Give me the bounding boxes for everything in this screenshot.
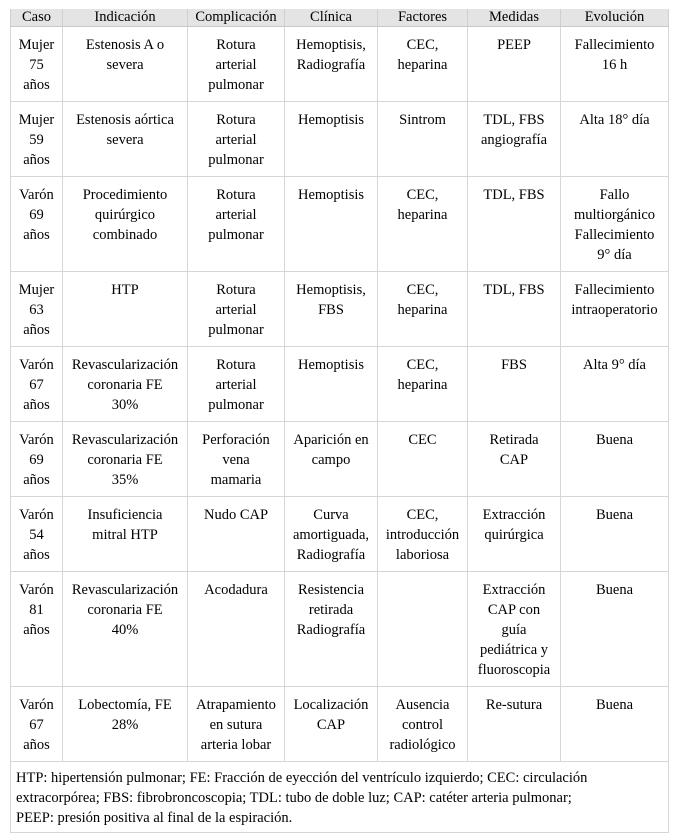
caso-line: años — [23, 737, 50, 753]
table-row — [11, 102, 669, 177]
medidas-line: Re-sutura — [485, 697, 543, 713]
indicacion-line: mitral HTP — [92, 527, 158, 543]
indicacion-line: quirúrgico — [94, 207, 156, 223]
medidas-line: pediátrica y — [479, 642, 549, 658]
complications-table — [10, 9, 669, 833]
cell-complicacion — [188, 497, 285, 572]
medidas-line: Extracción — [482, 507, 546, 523]
cell-caso — [11, 177, 63, 272]
evolucion-line: Fallecimiento — [574, 37, 655, 53]
clinica-line: Resistencia — [297, 582, 365, 598]
cell-factores — [378, 422, 468, 497]
caso-line: 75 — [29, 57, 44, 73]
medidas-line: Retirada — [489, 432, 539, 448]
evolucion-line: Fallo — [599, 187, 630, 203]
table-row — [11, 497, 669, 572]
cell-indicacion — [63, 687, 188, 762]
header-indicacion: Indicación — [63, 9, 188, 27]
indicacion-line: coronaria FE — [87, 377, 163, 393]
footnote-line: extracorpórea; FBS: fibrobroncoscopia; TDL: tubo de doble luz; CAP: catéter arteria pulmonar; — [16, 790, 572, 806]
cell-complicacion — [188, 687, 285, 762]
header-evolucion: Evolución — [561, 9, 669, 27]
caso-line: Varón — [19, 697, 54, 713]
cell-evolucion — [561, 422, 669, 497]
complicacion-line: pulmonar — [208, 77, 264, 93]
cell-clinica — [285, 27, 378, 102]
medidas-line: FBS — [501, 357, 527, 373]
medidas-line: TDL, FBS — [483, 282, 545, 298]
table-row — [11, 272, 669, 347]
cell-medidas — [468, 102, 561, 177]
clinica-line: Hemoptisis, — [296, 282, 366, 298]
clinica-line: FBS — [318, 302, 344, 318]
complicacion-line: arterial — [215, 57, 257, 73]
factores-line: CEC, — [406, 37, 439, 53]
cell-evolucion — [561, 497, 669, 572]
header-medidas: Medidas — [468, 9, 561, 27]
table-row — [11, 687, 669, 762]
header-factores: Factores — [378, 9, 468, 27]
cell-factores — [378, 272, 468, 347]
medidas-line: angiografía — [480, 132, 548, 148]
cell-medidas — [468, 422, 561, 497]
table-row — [11, 27, 669, 102]
caso-line: 81 — [29, 602, 44, 618]
cell-indicacion — [63, 272, 188, 347]
clinica-line: Radiografía — [296, 57, 366, 73]
cell-indicacion — [63, 572, 188, 687]
factores-line: radiológico — [389, 737, 456, 753]
complicacion-line: en sutura — [209, 717, 263, 733]
clinica-line: Hemoptisis — [297, 187, 365, 203]
indicacion-line: severa — [106, 57, 144, 73]
complicacion-line: vena — [222, 452, 250, 468]
cell-complicacion — [188, 272, 285, 347]
footnote — [11, 762, 669, 833]
cell-factores — [378, 347, 468, 422]
complicacion-line: arterial — [215, 132, 257, 148]
header-clinica: Clínica — [285, 9, 378, 27]
caso-line: años — [23, 227, 50, 243]
cell-factores — [378, 687, 468, 762]
complicacion-line: Acodadura — [204, 582, 268, 598]
complicacion-line: arterial — [215, 377, 257, 393]
cell-factores — [378, 177, 468, 272]
cell-caso — [11, 687, 63, 762]
table-row — [11, 347, 669, 422]
factores-line: heparina — [397, 377, 448, 393]
cell-factores — [378, 102, 468, 177]
factores-line: CEC, — [406, 282, 439, 298]
complicacion-line: Rotura — [216, 112, 256, 128]
complicacion-line: arterial — [215, 207, 257, 223]
cell-complicacion — [188, 102, 285, 177]
clinica-line: CAP — [316, 717, 346, 733]
factores-line: CEC, — [406, 357, 439, 373]
indicacion-line: 28% — [111, 717, 139, 733]
cell-caso — [11, 347, 63, 422]
cell-clinica — [285, 177, 378, 272]
factores-line: control — [401, 717, 444, 733]
indicacion-line: Revascularización — [71, 432, 179, 448]
medidas-line: fluoroscopia — [477, 662, 551, 678]
table-row — [11, 572, 669, 687]
caso-line: Varón — [19, 507, 54, 523]
cell-medidas — [468, 177, 561, 272]
clinica-line: Hemoptisis, — [296, 37, 366, 53]
cell-evolucion — [561, 27, 669, 102]
cell-clinica — [285, 422, 378, 497]
evolucion-line: Alta 18° día — [579, 112, 650, 128]
factores-line: heparina — [397, 57, 448, 73]
caso-line: 54 — [29, 527, 44, 543]
evolucion-line: intraoperatorio — [571, 302, 658, 318]
medidas-line: guía — [501, 622, 527, 638]
cell-factores — [378, 27, 468, 102]
cell-clinica — [285, 497, 378, 572]
evolucion-line: 9° día — [597, 247, 632, 263]
indicacion-line: Insuficiencia — [87, 507, 163, 523]
caso-line: años — [23, 622, 50, 638]
complicacion-line: Rotura — [216, 282, 256, 298]
caso-line: Varón — [19, 357, 54, 373]
cell-medidas — [468, 272, 561, 347]
complicacion-line: mamaria — [210, 472, 262, 488]
cell-indicacion — [63, 27, 188, 102]
caso-line: 59 — [29, 132, 44, 148]
caso-line: Mujer — [18, 282, 55, 298]
cell-evolucion — [561, 102, 669, 177]
clinica-line: Hemoptisis — [297, 357, 365, 373]
medidas-line: PEEP — [497, 37, 531, 53]
caso-line: años — [23, 77, 50, 93]
cell-factores — [378, 572, 468, 687]
cell-clinica — [285, 687, 378, 762]
clinica-line: Hemoptisis — [297, 112, 365, 128]
factores-line: Ausencia — [395, 697, 450, 713]
factores-line: CEC — [408, 432, 437, 448]
cell-clinica — [285, 102, 378, 177]
cell-complicacion — [188, 347, 285, 422]
clinica-line: Radiografía — [296, 547, 366, 563]
evolucion-line: Buena — [595, 697, 634, 713]
indicacion-line: coronaria FE — [87, 452, 163, 468]
medidas-line: TDL, FBS — [483, 187, 545, 203]
evolucion-line: Fallecimiento — [574, 282, 655, 298]
factores-line: CEC, — [406, 187, 439, 203]
footnote-line: HTP: hipertensión pulmonar; FE: Fracción de eyección del ventrículo izquierdo; CEC: circulación — [16, 770, 588, 786]
cell-complicacion — [188, 27, 285, 102]
complicacion-line: pulmonar — [208, 397, 264, 413]
table-container — [10, 9, 668, 833]
cell-complicacion — [188, 572, 285, 687]
factores-line: CEC, — [406, 507, 439, 523]
evolucion-line: Buena — [595, 432, 634, 448]
medidas-line: quirúrgica — [484, 527, 544, 543]
medidas-line: CAP con — [487, 602, 541, 618]
clinica-line: amortiguada, — [292, 527, 370, 543]
cell-indicacion — [63, 102, 188, 177]
caso-line: Varón — [19, 582, 54, 598]
footnote-row — [11, 762, 669, 833]
factores-line: Sintrom — [399, 112, 446, 128]
cell-clinica — [285, 572, 378, 687]
indicacion-line: 40% — [111, 622, 139, 638]
medidas-line: TDL, FBS — [483, 112, 545, 128]
cell-caso — [11, 422, 63, 497]
cell-caso — [11, 27, 63, 102]
indicacion-line: Lobectomía, FE — [78, 697, 172, 713]
clinica-line: campo — [311, 452, 351, 468]
header-row — [11, 9, 669, 27]
caso-line: 63 — [29, 302, 44, 318]
complicacion-line: Nudo CAP — [203, 507, 269, 523]
factores-line: heparina — [397, 302, 448, 318]
clinica-line: Radiografía — [296, 622, 366, 638]
caso-line: Varón — [19, 187, 54, 203]
caso-line: años — [23, 397, 50, 413]
table-body — [11, 27, 669, 762]
cell-evolucion — [561, 687, 669, 762]
cell-evolucion — [561, 177, 669, 272]
table-row — [11, 422, 669, 497]
header-caso: Caso — [11, 9, 63, 27]
indicacion-line: 30% — [111, 397, 139, 413]
table-row — [11, 177, 669, 272]
cell-clinica — [285, 272, 378, 347]
complicacion-line: Rotura — [216, 187, 256, 203]
caso-line: años — [23, 547, 50, 563]
evolucion-line: Buena — [595, 507, 634, 523]
evolucion-line: 16 h — [601, 57, 628, 73]
indicacion-line: Estenosis aórtica — [76, 112, 174, 128]
cell-evolucion — [561, 572, 669, 687]
cell-complicacion — [188, 177, 285, 272]
cell-medidas — [468, 347, 561, 422]
caso-line: 67 — [29, 717, 44, 733]
factores-line: introducción — [385, 527, 460, 543]
complicacion-line: Atrapamiento — [196, 697, 276, 713]
complicacion-line: arteria lobar — [200, 737, 272, 753]
indicacion-line: 35% — [111, 472, 139, 488]
cell-factores — [378, 497, 468, 572]
cell-evolucion — [561, 347, 669, 422]
caso-line: años — [23, 472, 50, 488]
medidas-line: Extracción — [482, 582, 546, 598]
indicacion-line: HTP — [111, 282, 139, 298]
clinica-line: Curva — [313, 507, 349, 523]
cell-caso — [11, 572, 63, 687]
factores-line: laboriosa — [395, 547, 450, 563]
caso-line: años — [23, 152, 50, 168]
evolucion-line: Fallecimiento — [574, 227, 655, 243]
caso-line: Mujer — [18, 112, 55, 128]
caso-line: Mujer — [18, 37, 55, 53]
cell-caso — [11, 272, 63, 347]
cell-indicacion — [63, 497, 188, 572]
complicacion-line: arterial — [215, 302, 257, 318]
cell-indicacion — [63, 422, 188, 497]
indicacion-line: Revascularización — [71, 357, 179, 373]
cell-clinica — [285, 347, 378, 422]
footnote-line: PEEP: presión positiva al final de la espiración. — [16, 810, 293, 826]
indicacion-line: Procedimiento — [82, 187, 168, 203]
medidas-line: CAP — [499, 452, 529, 468]
cell-medidas — [468, 687, 561, 762]
cell-caso — [11, 102, 63, 177]
complicacion-line: pulmonar — [208, 322, 264, 338]
cell-medidas — [468, 27, 561, 102]
cell-complicacion — [188, 422, 285, 497]
evolucion-line: multiorgánico — [573, 207, 656, 223]
complicacion-line: pulmonar — [208, 152, 264, 168]
evolucion-line: Buena — [595, 582, 634, 598]
cell-medidas — [468, 572, 561, 687]
clinica-line: retirada — [308, 602, 354, 618]
indicacion-line: Estenosis A o — [85, 37, 165, 53]
indicacion-line: severa — [106, 132, 144, 148]
cell-evolucion — [561, 272, 669, 347]
complicacion-line: Rotura — [216, 357, 256, 373]
factores-line: heparina — [397, 207, 448, 223]
complicacion-line: Rotura — [216, 37, 256, 53]
header-complicacion: Complicación — [188, 9, 285, 27]
caso-line: 69 — [29, 207, 44, 223]
cell-indicacion — [63, 177, 188, 272]
indicacion-line: coronaria FE — [87, 602, 163, 618]
caso-line: 69 — [29, 452, 44, 468]
cell-caso — [11, 497, 63, 572]
complicacion-line: Perforación — [202, 432, 270, 448]
complicacion-line: pulmonar — [208, 227, 264, 243]
caso-line: Varón — [19, 432, 54, 448]
indicacion-line: Revascularización — [71, 582, 179, 598]
cell-indicacion — [63, 347, 188, 422]
indicacion-line: combinado — [92, 227, 158, 243]
clinica-line: Aparición en — [293, 432, 369, 448]
caso-line: años — [23, 322, 50, 338]
caso-line: 67 — [29, 377, 44, 393]
evolucion-line: Alta 9° día — [583, 357, 646, 373]
cell-medidas — [468, 497, 561, 572]
clinica-line: Localización — [293, 697, 369, 713]
